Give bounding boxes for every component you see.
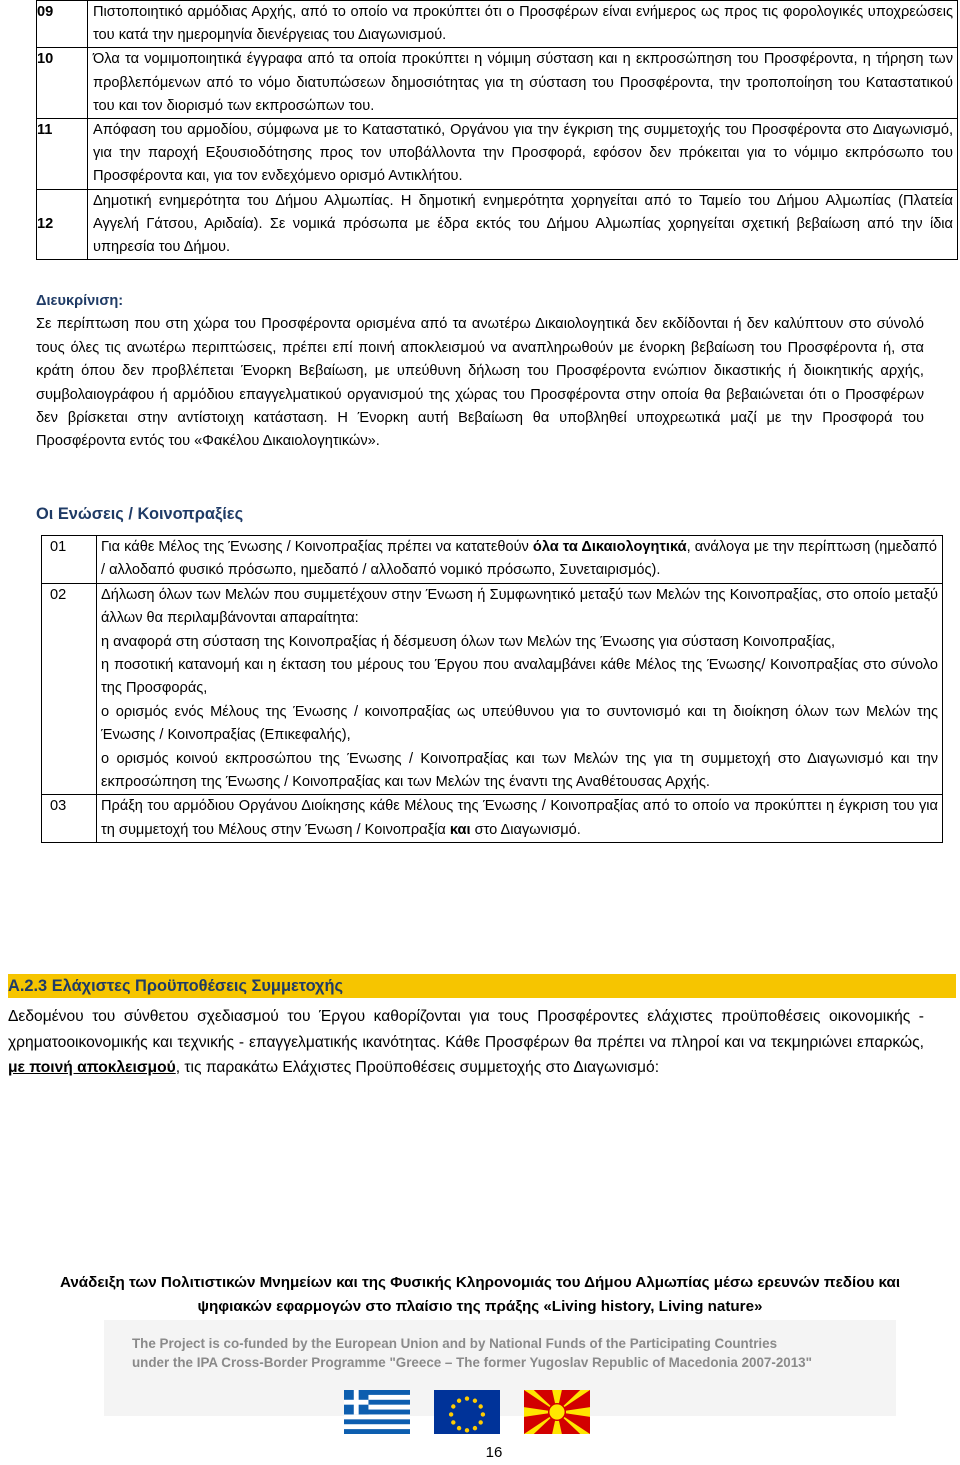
row-text: Δημοτική ενημερότητα του Δήμου Αλμωπίας. Η δημοτική ενημερότητα χορηγείται από το Ταμείο του Δήμου Αλμωπίας (Πλατεία Αγγελή Γάτσου, Αριδαία). Σε νομικά πρόσωπα με έδρα εκτός του Δήμου Αλμωπίας χορηγείται σχετική βεβαίωση από την ίδια υπηρεσία του Δήμου. [88,189,958,260]
footer-title: Ανάδειξη των Πολιτιστικών Μνημείων και της Φυσικής Κληρονομιάς του Δήμου Αλμωπίας μέσω ερευνών πεδίου και ψηφιακών εφαρμογών στο πλαίσιο της πράξης «Living history, Living nature» [59,1274,901,1315]
table-row [42,536,943,584]
funding-banner [104,1320,896,1416]
row-text: Όλα τα νομιμοποιητικά έγγραφα από τα οποία προκύπτει η νόμιμη σύσταση και η εκπροσώπηση του Προσφέροντα, η τήρηση των προβλεπόμενων από το νόμο διατυπώσεων δημοσιότητας για τη σύσταση του Προσφέροντα, την τροποποίηση του Καταστατικού του και τον διορισμό των εκπροσώπων του. [88,48,958,119]
section-intro-pre: Δεδομένου του σύνθετου σχεδιασμού του Έργου καθορίζονται για τους Προσφέροντες ελάχιστες προϋποθέσεις οικονομικής - χρηματοοικονομικής και τεχνικής - επαγγελματικής ικανότητας. Κάθε Προσφέρων θα πρέπει να πληροί και να τεκμηριώνει επαρκώς, [8,1008,924,1051]
row-text-bold: και [449,821,471,838]
table-row [37,1,958,48]
eu-flag-icon [434,1390,500,1434]
row-text: Απόφαση του αρμοδίου, σύμφωνα με το Καταστατικό, Οργάνου για την έγκριση της συμμετοχής του Προσφέροντα στο Διαγωνισμό, για την παροχή Εξουσιοδότησης προς τον υποβάλλοντα την Προσφορά, εφόσον δεν πρόκειται για το νόμιμο εκπρόσωπο του Προσφέροντα και, για τον ενδεχόμενο ορισμό Αντικλήτου. [88,119,958,190]
table-row [37,189,958,260]
banner-line: under the IPA Cross-Border Programme "Greece – The former Yugoslav Republic of Macedonia 2007-2013" [132,1355,812,1370]
greece-flag-icon [344,1390,410,1434]
table-row [42,583,943,795]
row-line: ο ορισμός κοινού εκπροσώπου της Ένωσης / Κοινοπραξίας και των Μελών της για τη συμμετοχή στο Διαγωνισμό και την εκπροσώπηση της Ένωσης / Κοινοπραξίας και των Μελών της έναντι της Αναθέτουσας Αρχής. [101,750,938,791]
row-text [97,795,943,843]
row-text-part: Πράξη του αρμόδιου Οργάνου Διοίκησης κάθε Μέλους της Ένωσης / Κοινοπραξίας από το οποίο να προκύπτει η έγκριση του για τη συμμετοχή του Μέλους στην Ένωση / Κοινοπραξία [101,798,938,838]
row-text [97,536,943,584]
clarification-label: Διευκρίνιση: [36,293,124,309]
row-number: 09 [37,1,88,48]
section-intro-underlined: με ποινή αποκλεισμού [8,1059,176,1077]
row-text-part: στο Διαγωνισμό. [470,821,581,838]
row-number: 02 [42,583,97,795]
table-row [37,119,958,190]
unions-title: Οι Ενώσεις / Κοινοπραξίες [36,505,244,523]
row-number: 03 [42,795,97,843]
row-line: Δήλωση όλων των Μελών που συμμετέχουν στην Ένωση ή Συμφωνητικό μεταξύ των Μελών της Κοινοπραξίας, στο οποίο μεταξύ άλλων θα περιλαμβάνονται απαραίτητα: [101,586,938,627]
section-intro-post: , τις παρακάτω Ελάχιστες Προϋποθέσεις συμμετοχής στο Διαγωνισμό: [175,1059,660,1077]
requirements-table [36,0,958,260]
section-heading: Α.2.3 Ελάχιστες Προϋποθέσεις Συμμετοχής [8,977,343,995]
page-number: 16 [485,1444,503,1461]
row-text [97,583,943,795]
row-line: η αναφορά στη σύσταση της Κοινοπραξίας ή δέσμευση όλων των Μελών της Ένωσης για σύσταση Κοινοπραξίας, [101,633,836,650]
section-heading-bar [8,974,956,998]
north-macedonia-flag-icon [524,1390,590,1434]
banner-line: The Project is co-funded by the European Union and by National Funds of the Participating Countries [132,1336,778,1351]
row-number: 10 [37,48,88,119]
row-text-part: , ανάλογα με την περίπτωση (ημεδαπό / αλλοδαπό φυσικό πρόσωπο, ημεδαπό / αλλοδαπό νομικό πρόσωπο, Συνεταιρισμός). [101,539,938,579]
clarification-text: Σε περίπτωση που στη χώρα του Προσφέροντα ορισμένα από τα ανωτέρω Δικαιολογητικά δεν εκδίδονται ή δεν καλύπτουν στο σύνολό τους όλες τις ανωτέρω περιπτώσεις, πρέπει επί ποινή αποκλεισμού να αναπληρωθούν με ένορκη βεβαίωση του Προσφέροντα ή, στα κράτη όπου δεν προβλέπεται Ένορκη Βεβαίωση, με υπεύθυνη δήλωση του Προσφέροντα ενώπιον δικαστικής ή διοικητικής αρχής, συμβολαιογράφου ή αρμόδιου επαγγελματικού οργανισμού της χώρας του Προσφέροντα στην οποία θα βεβαιώνεται ότι ο Προσφέρων δεν βρίσκεται στην αντίστοιχη κατάσταση. Η Ένορκη αυτή Βεβαίωση θα υποβληθεί υποχρεωτικά μαζί με την Προσφορά του Προσφέροντα εντός του «Φακέλου Δικαιολογητικών». [36,316,924,450]
row-number: 01 [42,536,97,584]
section-intro [8,1004,924,1081]
row-text-part: Για κάθε Μέλος της Ένωσης / Κοινοπραξίας πρέπει να κατατεθούν [101,539,533,555]
clarification [36,290,924,454]
row-text-bold: όλα τα Δικαιολογητικά [532,539,687,555]
row-text: Πιστοποιητικό αρμόδιας Αρχής, από το οποίο να προκύπτει ότι ο Προσφέρων είναι ενήμερος ως προς τις φορολογικές υποχρεώσεις του κατά την ημερομηνία διενέργειας του Διαγωνισμού. [88,1,958,48]
table-row [37,48,958,119]
row-number: 12 [37,189,88,260]
row-number: 11 [37,119,88,190]
banner-text [132,1334,872,1372]
table-row [42,795,943,843]
row-line: ο ορισμός ενός Μέλους της Ένωσης / κοινοπραξίας ως υπεύθυνου για το συντονισμό και τη διοίκηση όλων των Μελών της Ένωσης / Κοινοπραξίας (Επικεφαλής), [101,703,938,744]
unions-table [41,535,943,843]
row-line: η ποσοτική κατανομή και η έκταση του μέρους του Έργου που αναλαμβάνει κάθε Μέλος της Ένωσης/ Κοινοπραξίας στο σύνολο της Προσφοράς, [101,657,938,697]
